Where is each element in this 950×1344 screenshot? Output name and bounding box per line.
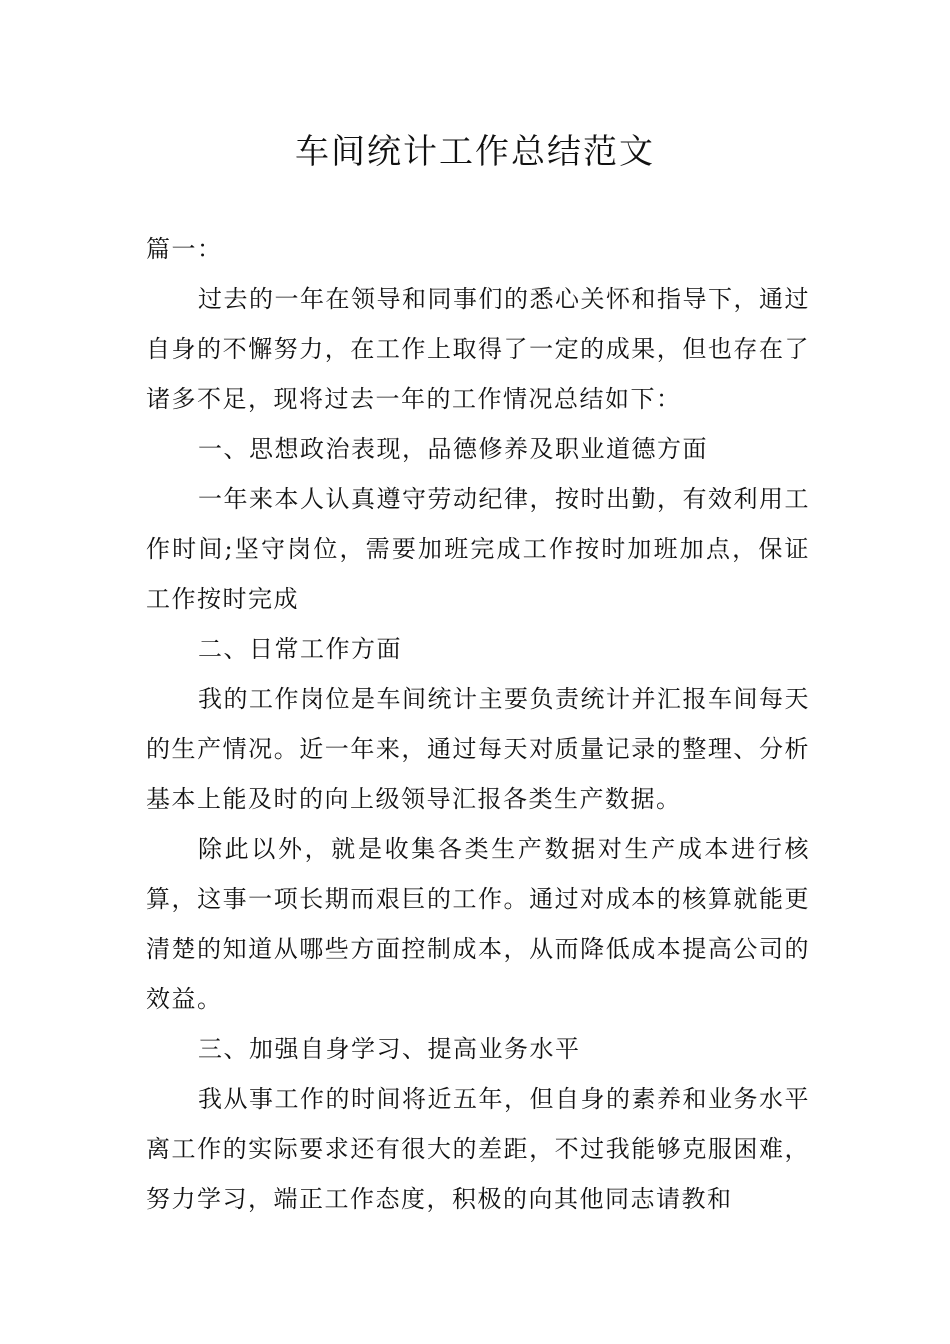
- heading-section-1: 一、思想政治表现，品德修养及职业道德方面: [198, 435, 708, 463]
- paragraph-section-1: 一年来本人认真遵守劳动纪律，按时出勤，有效利用工作时间;坚守岗位，需要加班完成工作按时加班加点，保证工作按时完成: [146, 485, 810, 613]
- paragraph-section-2a: 我的工作岗位是车间统计主要负责统计并汇报车间每天的生产情况。近一年来，通过每天对质量记录的整理、分析基本上能及时的向上级领导汇报各类生产数据。: [146, 685, 810, 813]
- paragraph-section-3: 我从事工作的时间将近五年，但自身的素养和业务水平离工作的实际要求还有很大的差距，不过我能够克服困难，努力学习，端正工作态度，积极的向其他同志请教和: [146, 1085, 810, 1213]
- section-label: 篇一：: [146, 235, 223, 263]
- paragraph-section-2b: 除此以外，就是收集各类生产数据对生产成本进行核算，这事一项长期而艰巨的工作。通过对成本的核算就能更清楚的知道从哪些方面控制成本，从而降低成本提高公司的效益。: [146, 835, 810, 1013]
- document-title: 车间统计工作总结范文: [295, 132, 655, 172]
- document-body: [146, 224, 810, 1224]
- heading-section-3: 三、加强自身学习、提高业务水平: [198, 1035, 581, 1063]
- heading-section-2: 二、日常工作方面: [198, 635, 402, 663]
- paragraph-intro: 过去的一年在领导和同事们的悉心关怀和指导下，通过自身的不懈努力，在工作上取得了一定的成果，但也存在了诸多不足，现将过去一年的工作情况总结如下：: [146, 285, 810, 413]
